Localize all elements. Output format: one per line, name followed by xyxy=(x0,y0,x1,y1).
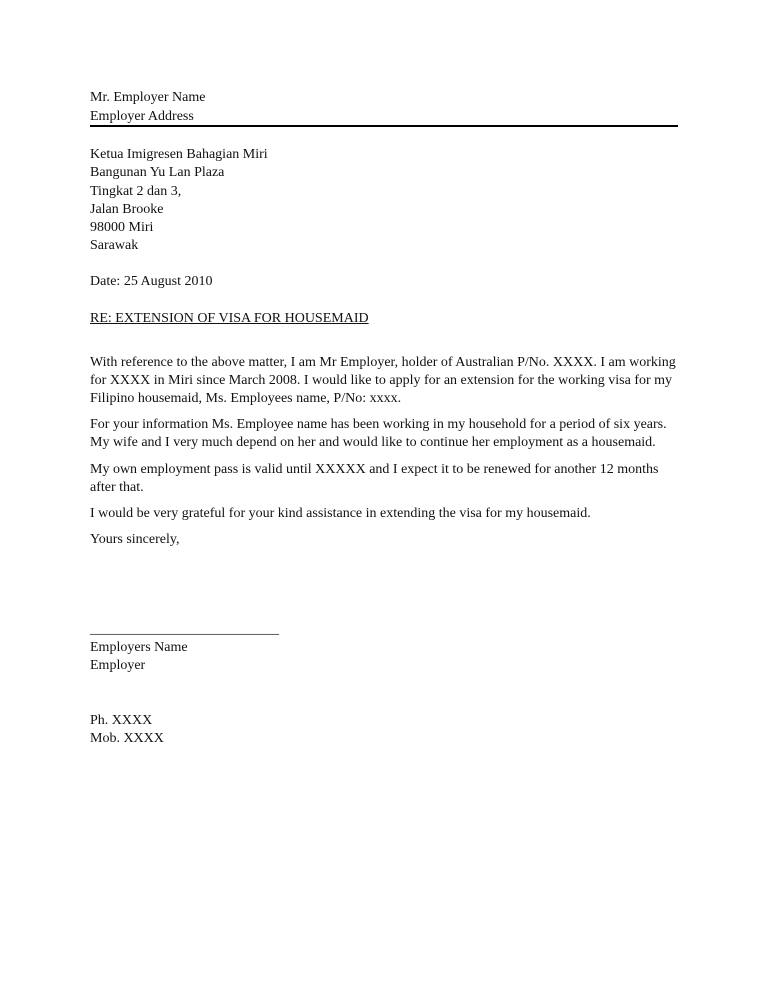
contact-phone: Ph. XXXX xyxy=(90,713,153,728)
recipient-line: Bangunan Yu Lan Plaza xyxy=(90,165,225,180)
body-line: My own employment pass is valid until XXXXX and I expect it to be renewed for another 12 months xyxy=(90,462,659,477)
body-line: My wife and I very much depend on her and would like to continue her employment as a housemaid. xyxy=(90,435,656,450)
body-line: For your information Ms. Employee name has been working in my household for a period of six years. xyxy=(90,417,667,432)
sender-name: Mr. Employer Name xyxy=(90,90,206,105)
body-line: for XXXX in Miri since March 2008. I would like to apply for an extension for the working visa for my xyxy=(90,373,673,388)
letter-closing: Yours sincerely, xyxy=(90,532,180,547)
body-line: after that. xyxy=(90,480,144,495)
contact-mobile: Mob. XXXX xyxy=(90,731,164,746)
signatory-name: Employers Name xyxy=(90,640,188,655)
recipient-line: Jalan Brooke xyxy=(90,202,164,217)
header-divider xyxy=(90,125,678,127)
letter-date: Date: 25 August 2010 xyxy=(90,274,213,289)
signatory-title: Employer xyxy=(90,658,146,673)
body-line: I would be very grateful for your kind assistance in extending the visa for my housemaid. xyxy=(90,506,591,521)
signature-line: ___________________________ xyxy=(90,622,279,637)
sender-address: Employer Address xyxy=(90,109,194,124)
recipient-line: Ketua Imigresen Bahagian Miri xyxy=(90,147,268,162)
recipient-line: Sarawak xyxy=(90,238,139,253)
body-line: Filipino housemaid, Ms. Employees name, P/No: xxxx. xyxy=(90,391,402,406)
recipient-line: 98000 Miri xyxy=(90,220,154,235)
body-line: With reference to the above matter, I am Mr Employer, holder of Australian P/No. XXXX. I am working xyxy=(90,355,676,370)
letter-subject: RE: EXTENSION OF VISA FOR HOUSEMAID xyxy=(90,311,369,326)
recipient-line: Tingkat 2 dan 3, xyxy=(90,184,182,199)
